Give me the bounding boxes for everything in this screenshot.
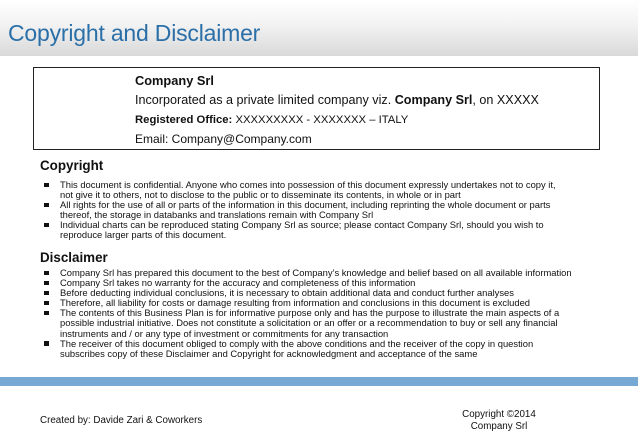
list-item-text: All rights for the use of all or parts of the information in this document, including reprinting the whole document or parts (60, 199, 551, 211)
list-item-text: Before deducting individual conclusions, it is necessary to obtain additional data and conduct further analyses (60, 287, 514, 299)
page-title: Copyright and Disclaimer (8, 20, 261, 46)
bullet-square-icon (44, 291, 49, 296)
bullet-square-icon (44, 311, 49, 316)
footer-copyright (424, 409, 574, 433)
list-item-text: reproduce larger parts of this document. (60, 229, 227, 241)
list-item-text: The contents of this Business Plan is for informative purpose only and has the purpose to illustrate the main aspects of a (60, 307, 560, 319)
list-item (43, 308, 618, 338)
copyright-heading: Copyright (40, 158, 104, 173)
list-item (43, 220, 618, 240)
registered-office-value: XXXXXXXXX - XXXXXXX – ITALY (235, 114, 409, 126)
list-item-text: Company Srl has prepared this document to the best of Company’s knowledge and belief based on all available information (60, 267, 572, 278)
disclaimer-heading: Disclaimer (40, 250, 108, 265)
list-item (43, 180, 618, 200)
list-item-text: possible industrial initiative. Does not constitute a solicitation or an offer or a recommendation to buy or sell any financial (60, 317, 558, 329)
footer-created-by: Created by: Davide Zari & Coworkers (40, 415, 203, 426)
list-item-text: not give it to others, not to disclose to the public or to disseminate its contents, in whole or in part (60, 189, 461, 201)
bullet-square-icon (44, 281, 49, 286)
incorporation-company: Company Srl (394, 93, 473, 107)
incorporation-suffix: , on XXXXX (472, 93, 539, 107)
list-item (43, 200, 618, 220)
disclaimer-list (43, 268, 618, 359)
bullet-square-icon (44, 271, 49, 276)
copyright-list (43, 180, 618, 241)
list-item-text: Company Srl takes no warranty for the accuracy and completeness of this information (60, 277, 416, 289)
list-item-text: instruments and / or any type of investment or commitments for any transaction (60, 327, 389, 339)
company-info-box (33, 67, 600, 150)
bullet-square-icon (44, 223, 49, 228)
list-item-text: The receiver of this document obliged to comply with the above conditions and the receiver of the copy in question (60, 337, 534, 349)
list-item-text: subscribes copy of these Disclaimer and Copyright for acknowledgment and acceptance of the same (60, 347, 478, 359)
company-name: Company Srl (135, 73, 214, 88)
list-item (43, 339, 618, 359)
bullet-square-icon (44, 301, 49, 306)
bullet-square-icon (44, 341, 49, 346)
list-item-text: This document is confidential. Anyone who comes into possession of this document expressly undertakes not to copy it, (60, 179, 556, 190)
footer-company: Company Srl (470, 421, 528, 432)
list-item-text: thereof, the storage in databanks and translations remain with Company Srl (60, 209, 374, 221)
bullet-square-icon (44, 183, 49, 188)
incorporation-line (135, 93, 539, 107)
company-email: Email: Company@Company.com (135, 132, 312, 146)
bullet-square-icon (44, 203, 49, 208)
list-item-text: Therefore, all liability for costs or damage resulting from information and conclusions in this document is excluded (60, 297, 531, 309)
list-item-text: Individual charts can be reproduced stating Company Srl as source; please contact Company Srl, should you wish to (60, 219, 544, 231)
footer-bar (0, 377, 638, 386)
registered-office-line (135, 114, 408, 126)
registered-office-label: Registered Office: (135, 114, 233, 126)
incorporation-prefix: Incorporated as a private limited company viz. (135, 93, 392, 107)
footer-copyright-line: Copyright ©2014 (462, 409, 536, 420)
